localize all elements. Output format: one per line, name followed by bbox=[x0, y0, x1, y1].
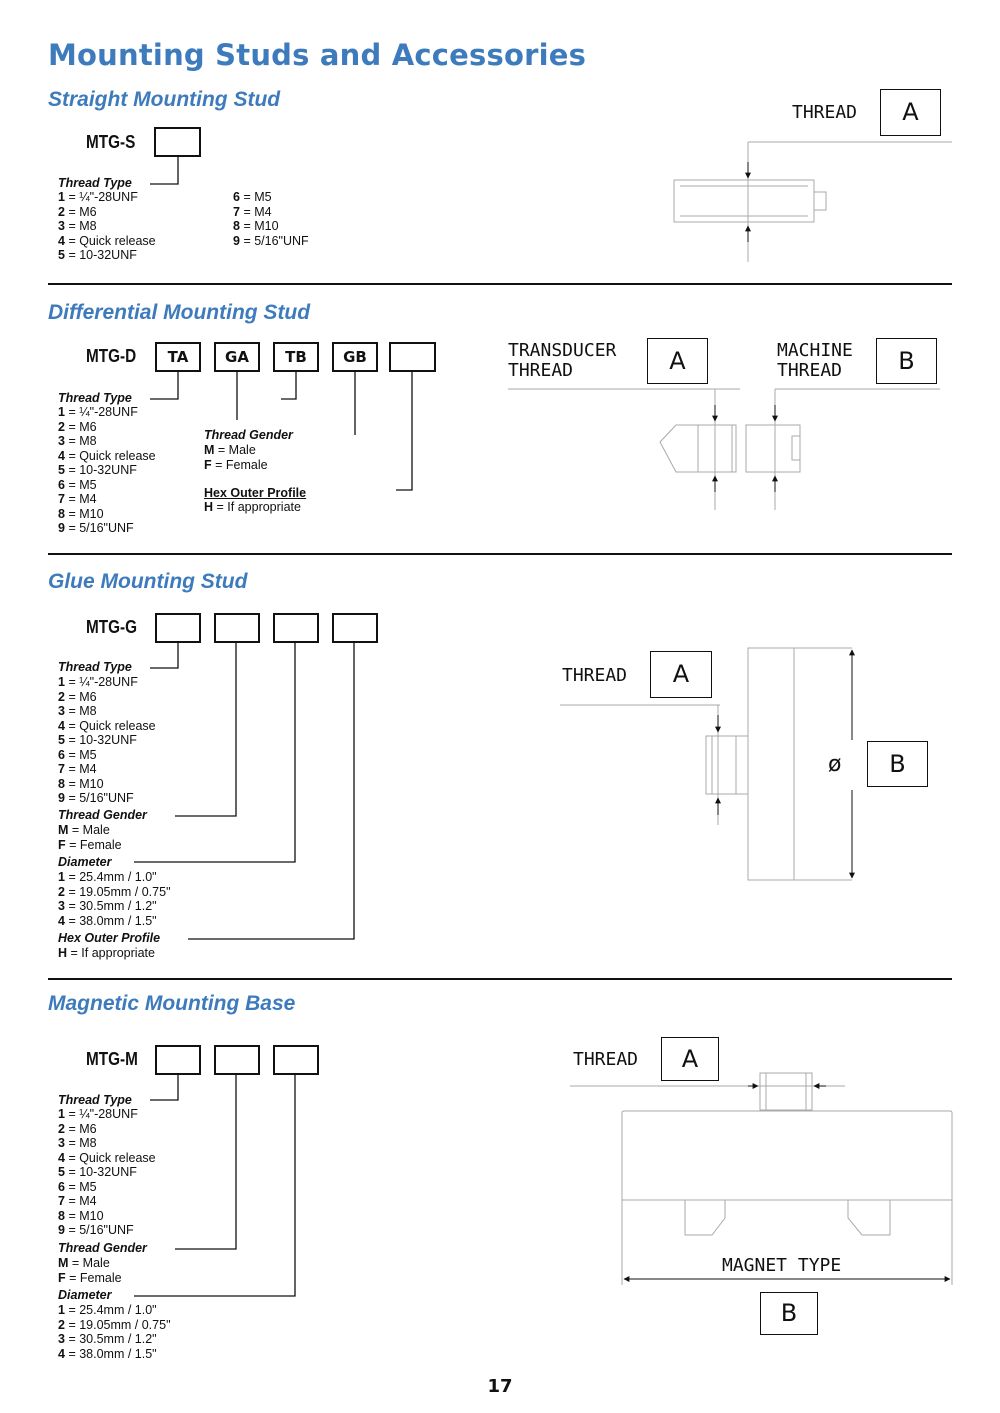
machine-thread-label: MACHINE THREAD bbox=[777, 340, 853, 381]
option: 7 = M4 bbox=[58, 492, 97, 506]
option: 6 = M5 bbox=[58, 747, 97, 762]
option: 6 = M5 bbox=[58, 477, 97, 492]
option: 2 = M6 bbox=[58, 689, 97, 704]
straight-stud-drawing bbox=[674, 142, 952, 262]
option: F = Female bbox=[204, 457, 268, 472]
option: 1 = 25.4mm / 1.0" bbox=[58, 1303, 157, 1317]
magnetic-thread-label: THREAD bbox=[573, 1049, 639, 1070]
page-number: 17 bbox=[487, 1376, 513, 1397]
option: 1 = ¼"-28UNF bbox=[58, 405, 138, 419]
magnet-type-label: MAGNET TYPE bbox=[722, 1255, 842, 1276]
option: 4 = 38.0mm / 1.5" bbox=[58, 913, 157, 928]
option: 1 = ¼"-28UNF bbox=[58, 190, 138, 204]
leader-line bbox=[150, 643, 178, 668]
leader-line bbox=[188, 643, 354, 939]
glue-box-b: B bbox=[867, 741, 928, 787]
leader-line bbox=[175, 643, 236, 816]
straight-thread-label: THREAD bbox=[792, 102, 858, 123]
option: 9 = 5/16"UNF bbox=[58, 521, 134, 535]
option: 5 = 10-32UNF bbox=[58, 463, 137, 477]
magnetic-diameter-label: Diameter bbox=[58, 1288, 112, 1302]
differential-box-b: B bbox=[876, 338, 937, 384]
option: F = Female bbox=[58, 837, 122, 852]
option: 8 = M10 bbox=[58, 506, 104, 521]
option: 2 = M6 bbox=[58, 419, 97, 434]
differential-stud-drawing bbox=[508, 389, 940, 510]
option: 4 = Quick release bbox=[58, 448, 156, 463]
option: M = Male bbox=[204, 443, 256, 457]
differential-code: MTG-D bbox=[86, 346, 137, 366]
option: 3 = M8 bbox=[58, 704, 97, 718]
leader-line bbox=[396, 372, 412, 490]
option: M = Male bbox=[58, 823, 110, 837]
option: 9 = 5/16"UNF bbox=[58, 791, 134, 805]
magnetic-arrows bbox=[624, 1086, 950, 1279]
magnetic-box-b: B bbox=[760, 1292, 818, 1335]
leader-line bbox=[281, 372, 296, 399]
glue-diameter-label: Diameter bbox=[58, 855, 112, 869]
magnetic-thread-type-label: Thread Type bbox=[58, 1093, 132, 1107]
option: 9 = 5/16"UNF bbox=[233, 233, 309, 248]
option: 9 = 5/16"UNF bbox=[58, 1223, 134, 1237]
differential-heading: Differential Mounting Stud bbox=[48, 301, 311, 324]
option: 7 = M4 bbox=[58, 762, 97, 776]
option: 7 = M4 bbox=[58, 1194, 97, 1208]
glue-heading: Glue Mounting Stud bbox=[48, 570, 248, 593]
option: 4 = Quick release bbox=[58, 233, 156, 248]
option: 3 = 30.5mm / 1.2" bbox=[58, 899, 157, 913]
leader-line bbox=[175, 1075, 236, 1249]
option: 8 = M10 bbox=[233, 219, 279, 233]
transducer-thread-label: TRANSDUCER THREAD bbox=[508, 340, 617, 381]
glue-stud-drawing bbox=[560, 648, 852, 880]
diameter-symbol: ø bbox=[828, 752, 842, 777]
differential-box-ta: TA bbox=[155, 342, 201, 372]
option: 8 = M10 bbox=[58, 1208, 104, 1223]
option: 2 = 19.05mm / 0.75" bbox=[58, 1317, 171, 1332]
magnetic-code: MTG-M bbox=[86, 1049, 138, 1069]
magnetic-base-drawing bbox=[570, 1073, 952, 1285]
option: 4 = 38.0mm / 1.5" bbox=[58, 1346, 157, 1361]
option: 3 = M8 bbox=[58, 1136, 97, 1150]
option: 5 = 10-32UNF bbox=[58, 1165, 137, 1179]
option: 7 = M4 bbox=[233, 204, 272, 219]
leader-line bbox=[150, 372, 178, 399]
option: 3 = M8 bbox=[58, 219, 97, 233]
differential-box-ga: GA bbox=[214, 342, 260, 372]
differential-gender-label: Thread Gender bbox=[204, 428, 293, 442]
option: 1 = ¼"-28UNF bbox=[58, 1107, 138, 1121]
leader-line bbox=[134, 1075, 295, 1296]
option: 3 = M8 bbox=[58, 434, 97, 448]
glue-code: MTG-G bbox=[86, 617, 137, 637]
differential-hex-option: H = If appropriate bbox=[204, 500, 301, 514]
glue-gender-label: Thread Gender bbox=[58, 808, 147, 822]
option: 2 = M6 bbox=[58, 204, 97, 219]
option: 2 = M6 bbox=[58, 1121, 97, 1136]
magnetic-box-a: A bbox=[661, 1037, 719, 1081]
glue-hex-label: Hex Outer Profile bbox=[58, 931, 161, 945]
option: 2 = 19.05mm / 0.75" bbox=[58, 884, 171, 899]
differential-box-tb: TB bbox=[273, 342, 319, 372]
leader-line bbox=[134, 643, 295, 862]
option: 1 = 25.4mm / 1.0" bbox=[58, 870, 157, 884]
straight-code: MTG-S bbox=[86, 132, 136, 152]
magnetic-heading: Magnetic Mounting Base bbox=[48, 992, 296, 1015]
option: F = Female bbox=[58, 1270, 122, 1285]
option: M = Male bbox=[58, 1256, 110, 1270]
straight-heading: Straight Mounting Stud bbox=[48, 88, 281, 111]
differential-hex-label: Hex Outer Profile bbox=[204, 486, 307, 500]
leader-line bbox=[150, 1075, 178, 1100]
option: 6 = M5 bbox=[233, 190, 272, 204]
glue-hex-option: H = If appropriate bbox=[58, 946, 155, 960]
differential-box-a: A bbox=[647, 338, 708, 384]
option: 3 = 30.5mm / 1.2" bbox=[58, 1332, 157, 1346]
magnetic-gender-label: Thread Gender bbox=[58, 1241, 147, 1255]
differential-box-gb: GB bbox=[332, 342, 378, 372]
option: 4 = Quick release bbox=[58, 1150, 156, 1165]
page-title: Mounting Studs and Accessories bbox=[48, 38, 587, 72]
glue-box-a: A bbox=[650, 651, 712, 698]
option: 1 = ¼"-28UNF bbox=[58, 675, 138, 689]
differential-thread-type-label: Thread Type bbox=[58, 391, 132, 405]
glue-thread-label: THREAD bbox=[562, 665, 628, 686]
option: 6 = M5 bbox=[58, 1179, 97, 1194]
option: 8 = M10 bbox=[58, 776, 104, 791]
straight-thread-type-label: Thread Type bbox=[58, 176, 132, 190]
glue-arrows bbox=[718, 650, 852, 878]
option: 5 = 10-32UNF bbox=[58, 248, 137, 262]
option: 5 = 10-32UNF bbox=[58, 733, 137, 747]
leader-line bbox=[150, 157, 178, 184]
differential-arrows bbox=[715, 405, 775, 492]
straight-box-a: A bbox=[880, 89, 941, 136]
option: 4 = Quick release bbox=[58, 718, 156, 733]
glue-thread-type-label: Thread Type bbox=[58, 660, 132, 674]
